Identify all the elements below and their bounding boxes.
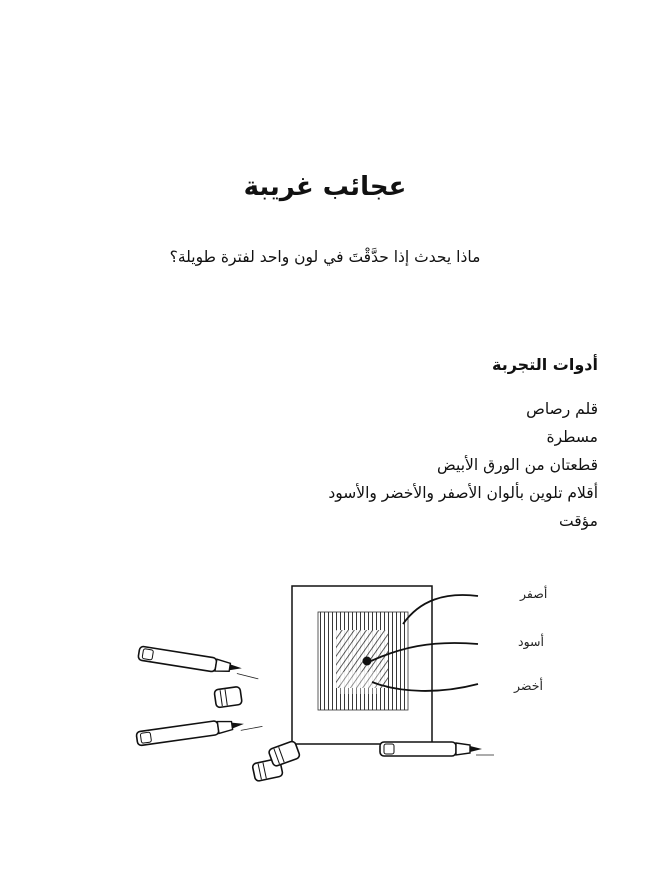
materials-heading: أدوات التجربة [492,355,598,374]
list-item: مؤقت [559,512,598,530]
marker-pen-middle [136,714,263,745]
marker-pen-top [138,646,261,679]
marker-pen-bottom [380,742,494,756]
list-item: قطعتان من الورق الأبيض [437,456,598,474]
experiment-illustration [0,560,650,810]
marker-cap-bottom-2 [268,740,300,766]
experiment-question: ماذا يحدث إذا حدَّقْتَ في لون واحد لفترة طويلة؟ [169,248,481,266]
list-item: مسطرة [546,428,598,446]
marker-cap [214,686,242,707]
page-title: عجائب غريبة [243,172,407,202]
materials-list [328,395,598,535]
label-green: أخضر [514,678,543,693]
label-yellow: أصفر [520,586,548,601]
center-dot [363,657,372,666]
label-black: أسود [518,634,544,649]
list-item: أقلام تلوين بألوان الأصفر والأخضر والأسود [328,484,598,502]
list-item: قلم رصاص [526,400,598,418]
colored-square [318,612,408,710]
